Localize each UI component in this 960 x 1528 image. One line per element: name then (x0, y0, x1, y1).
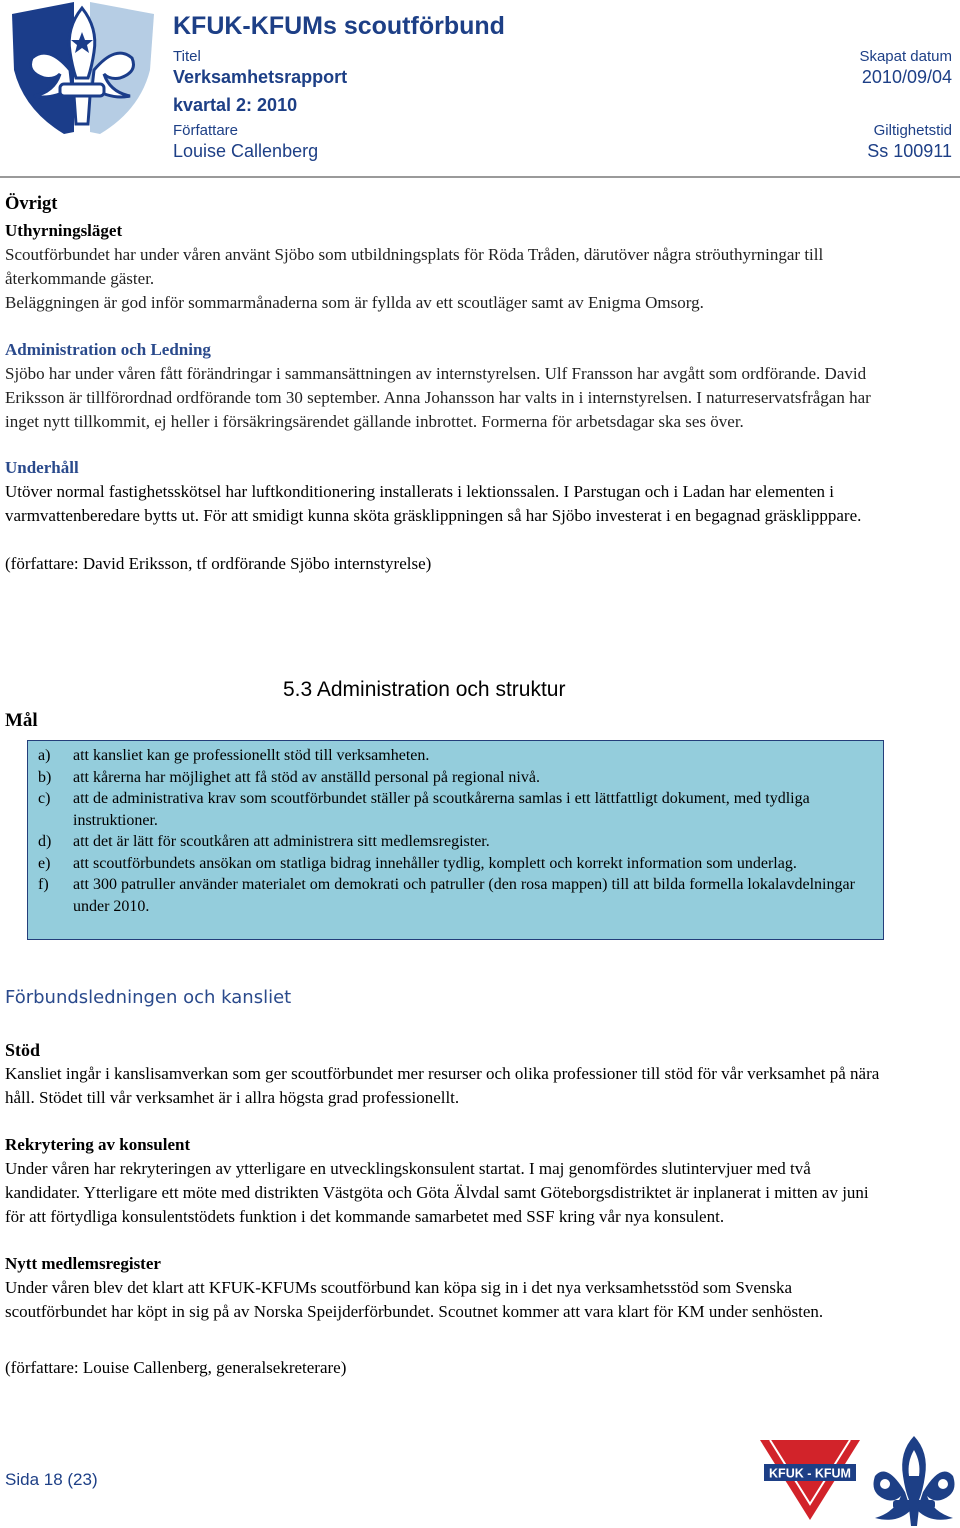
rekrytering-text: Under våren har rekryteringen av ytterligare en utvecklingskonsulent startat. I maj genomfördes slutintervjuer med två kandidater. Ytterligare ett möte med distrikten Västgöta och Göta Älvdal samt Göteborgsdistriktet är inplanerat i mitten av juni för att förtydliga konsulentstödets funktion i det kommande samarbetet med SSF kring vår nya konsulent. (5, 1159, 869, 1226)
stod-title: Stöd (5, 1040, 41, 1060)
goal-text: att scoutförbundets ansökan om statliga bidrag innehåller tydlig, komplett och korrekt information som underlag. (73, 854, 797, 872)
fleur-de-lis-logo-icon (4, 0, 160, 138)
rekrytering-title: Rekrytering av konsulent (5, 1135, 191, 1154)
page-number: Sida 18 (23) (5, 1470, 98, 1489)
scout-fleur-de-lis-icon (871, 1436, 957, 1526)
goal-text: att 300 patruller använder materialet om demokrati och patruller (den rosa mappen) till att bilda formella lokalavdelningar under 2010. (73, 876, 855, 915)
title-value-line2: kvartal 2: 2010 (173, 95, 298, 115)
org-name: KFUK-KFUMs scoutförbund (173, 12, 505, 40)
goal-item (38, 788, 883, 831)
ovrigt-author-note: (författare: David Eriksson, tf ordförande Sjöbo internstyrelse) (5, 554, 432, 573)
spacer (5, 1229, 885, 1252)
goal-item (38, 767, 883, 789)
spacer (5, 315, 885, 338)
forbund-heading: Förbundsledningen och kansliet (5, 987, 292, 1008)
kfuk-kfum-logo-icon (760, 1440, 860, 1520)
goal-item (38, 831, 883, 853)
title-value: Verksamhetsrapport (173, 67, 348, 87)
author-value: Louise Callenberg (173, 141, 319, 161)
ovrigt-section (5, 192, 885, 576)
uthyrning-text: Scoutförbundet har under våren använt Sjöbo som utbildningsplats för Röda Tråden, därutöver några ströuthyrningar till återkommande gäster. (5, 245, 824, 288)
validity-label: Giltighetstid (873, 122, 952, 139)
administration-text: Sjöbo har under våren fått förändringar i sammansättningen av internstyrelsen. Ulf Fransson har avgått som ordförande. David Eriksson är tillförordnad ordförande tom 30 september. Anna Johansson har valts in i internstyrelsen. I naturreservatsfrågan har inget nytt tillkommit, ej heller i försäkringsärendet gällande inbrottet. Formerna för arbetsdagar ska ses över. (5, 364, 871, 431)
goal-text: att kårerna har möjlighet att få stöd av anställd personal på regional nivå. (73, 768, 540, 786)
medlemsregister-text: Under våren blev det klart att KFUK-KFUMs scoutförbund kan köpa sig in i det nya verksamhetsstöd som Svenska scoutförbundet har köpt in sig på av Norska Speijderförbundet. Scoutnet kommer att vara klart för KM under senhösten. (5, 1278, 824, 1321)
goal-label: d) (38, 833, 52, 850)
goals-list (38, 745, 883, 917)
forbund-section (5, 1038, 885, 1380)
goal-label: f) (38, 876, 49, 893)
validity-value: Ss 100911 (867, 141, 952, 161)
goal-label: b) (38, 768, 52, 786)
goal-item (38, 745, 883, 767)
goal-text: att det är lätt för scoutkåren att administrera sitt medlemsregister. (73, 833, 490, 850)
goal-text: att de administrativa krav som scoutförbundet ställer på scoutkårerna samlas i ett lättfattligt dokument, med tydliga instruktioner. (73, 790, 810, 829)
stod-text: Kansliet ingår i kanslisamverkan som ger scoutförbundet mer resurser och olika professioner till stöd för vår verksamhet på nära håll. Stödet till vår verksamhet är i allra högsta grad professionellt. (5, 1064, 880, 1107)
uthyrning-text-2: Beläggningen är god inför sommarmånaderna som är fyllda av ett scoutläger samt av Enigma Omsorg. (5, 293, 704, 312)
goal-item (38, 874, 883, 917)
spacer (5, 528, 885, 552)
underhall-text: Utöver normal fastighetsskötsel har luftkonditionering installerats i lektionssalen. I Parstugan och i Ladan har elementen i varmvattenberedare bytts ut. För att smidigt kunna sköta gräsklippningen så har Sjöbo investerat i en begagnad gräsklipppare. (5, 482, 862, 525)
goal-item (38, 853, 883, 875)
forbund-author-note: (författare: Louise Callenberg, generalsekreterare) (5, 1358, 347, 1377)
goal-label: a) (38, 747, 51, 764)
mal-label: Mål (5, 710, 38, 731)
header-divider (0, 176, 960, 178)
spacer (5, 1110, 885, 1133)
goal-label: e) (38, 854, 51, 872)
spacer (5, 1324, 885, 1356)
kfuk-logo-text: KFUK - KFUM (769, 1466, 851, 1481)
section-title: 5.3 Administration och struktur (283, 678, 566, 701)
goal-label: c) (38, 790, 51, 807)
underhall-title: Underhåll (5, 458, 79, 477)
title-label: Titel (173, 48, 201, 65)
author-label: Författare (173, 122, 239, 139)
created-label: Skapat datum (859, 48, 952, 65)
created-value: 2010/09/04 (861, 67, 952, 87)
ovrigt-heading: Övrigt (5, 194, 58, 214)
medlemsregister-title: Nytt medlemsregister (5, 1254, 161, 1273)
goal-text: att kansliet kan ge professionellt stöd till verksamheten. (73, 747, 430, 764)
administration-title: Administration och Ledning (5, 340, 211, 359)
spacer (5, 434, 885, 456)
uthyrning-title: Uthyrningsläget (5, 221, 123, 240)
